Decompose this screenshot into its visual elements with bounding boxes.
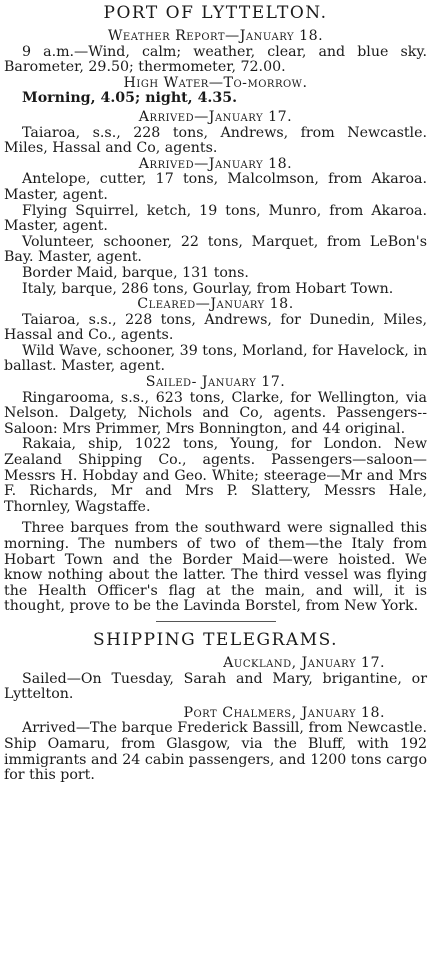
arrived-18-heading: Arrived—January 18. xyxy=(138,155,293,172)
high-water-text: Morning, 4.05; night, 4.35. xyxy=(22,90,238,107)
arrived-18-entry: Volunteer, schooner, 22 tons, Marquet, from LeBon's Bay. Master, agent. xyxy=(4,233,427,266)
section-divider xyxy=(156,621,276,622)
sailed-entry: Ringarooma, s.s., 623 tons, Clarke, for Wellington, via Nelson. Dalgety, Nichols and Co, agents. Passengers--Saloon: Mrs Primmer, Mrs Bonnington, and 44 original. xyxy=(4,389,427,437)
port-chalmers-heading: Port Chalmers, January 18. xyxy=(183,704,385,721)
sailed-entry: Rakaia, ship, 1022 tons, Young, for London. New Zealand Shipping Co., agents. Passengers—saloon—Messrs H. Hobday and Geo. White; steerage—Mr and Mrs F. Richards, Mr and Mrs P. Slattery, Messrs Hale, Thornley, Wagstaffe. xyxy=(4,436,427,515)
news-paragraph: Three barques from the southward were signalled this morning. The numbers of two of them—the Italy from Hobart Town and the Border Maid—were hoisted. We know nothing about the latter. The third vessel was flying the Health Officer's flag at the main, and will, it is thought, prove to be the Lavinda Borstel, from New York. xyxy=(4,520,427,615)
sailed-heading: Sailed- January 17. xyxy=(145,374,286,391)
arrived-17-heading: Arrived—January 17. xyxy=(138,108,293,125)
cleared-heading: Cleared—January 18. xyxy=(137,296,294,313)
weather-text: 9 a.m.—Wind, calm; weather, clear, and blue sky. Barometer, 29.50; thermometer, 72.00. xyxy=(4,43,427,76)
auckland-text: Sailed—On Tuesday, Sarah and Mary, brigantine, or Lyttelton. xyxy=(4,670,427,703)
cleared-entry: Wild Wave, schooner, 39 tons, Morland, for Havelock, in ballast. Master, agent. xyxy=(4,342,427,375)
arrived-18-entry: Border Maid, barque, 131 tons. xyxy=(22,264,249,281)
port-chalmers-text: Arrived—The barque Frederick Bassill, from Newcastle. Ship Oamaru, from Glasgow, via the Bluff, with 192 immigrants and 24 cabin passengers, and 1200 tons cargo for this port. xyxy=(4,720,427,784)
cleared-entry: Taiaroa, s.s., 228 tons, Andrews, for Dunedin, Miles, Hassal and Co., agents. xyxy=(4,311,427,344)
arrived-18-entry: Antelope, cutter, 17 tons, Malcolmson, from Akaroa. Master, agent. xyxy=(4,171,427,203)
port-title: PORT OF LYTTELTON. xyxy=(103,3,328,23)
arrived-17-entry: Taiaroa, s.s., 228 tons, Andrews, from Newcastle. Miles, Hassal and Co, agents. xyxy=(4,124,427,157)
arrived-18-entry: Italy, barque, 286 tons, Gourlay, from Hobart Town. xyxy=(22,280,394,297)
telegrams-title: SHIPPING TELEGRAMS. xyxy=(92,629,339,650)
auckland-heading: Auckland, January 17. xyxy=(223,654,385,671)
weather-heading: Weather Report—January 18. xyxy=(107,28,324,44)
high-water-heading: High Water—To-morrow. xyxy=(123,74,308,91)
arrived-18-entry: Flying Squirrel, ketch, 19 tons, Munro, from Akaroa. Master, agent. xyxy=(4,202,427,235)
